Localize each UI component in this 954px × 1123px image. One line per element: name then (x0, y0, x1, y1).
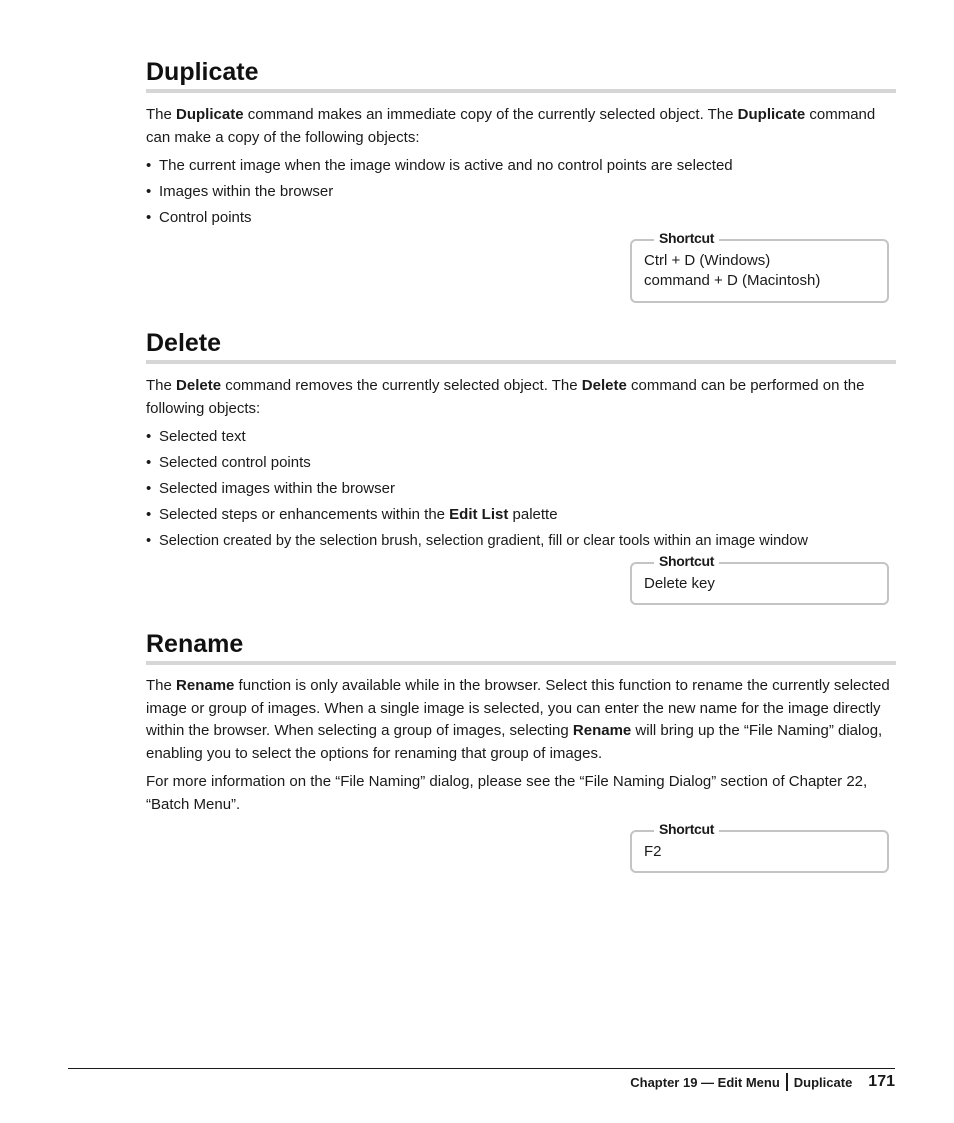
page-number: 171 (868, 1073, 895, 1090)
shortcut-key-macintosh: command + D (Macintosh) (644, 272, 821, 289)
shortcut-label: Shortcut (654, 820, 719, 838)
duplicate-list (146, 153, 896, 231)
shortcut-key-f2: F2 (644, 843, 662, 860)
shortcut-key-delete: Delete key (644, 575, 715, 592)
list-item: • Selected steps or enhancements within the Edit List palette (146, 502, 896, 528)
footer-chapter: Chapter 19 — Edit Menu (630, 1074, 780, 1090)
section-title-delete: Delete (146, 328, 896, 364)
footer-section: Duplicate (793, 1074, 853, 1090)
section-delete (146, 328, 896, 554)
list-item: • The current image when the image window is active and no control points are selected (146, 153, 896, 179)
delete-list (146, 424, 896, 554)
list-item: • Images within the browser (146, 179, 896, 205)
shortcut-box-duplicate (630, 230, 889, 303)
list-item: • Selected text (146, 424, 896, 450)
list-item: • Selection created by the selection brush, selection gradient, fill or clear tools within an image window (146, 528, 896, 554)
duplicate-intro: The Duplicate command makes an immediate copy of the currently selected object. The Duplicate command can make a copy of the following objects: (146, 106, 876, 146)
section-title-duplicate: Duplicate (146, 57, 896, 93)
shortcut-box-delete (630, 553, 889, 605)
section-title-rename: Rename (146, 629, 896, 665)
shortcut-label: Shortcut (654, 552, 719, 570)
page-footer (630, 1071, 895, 1093)
rename-description: The Rename function is only available while in the browser. Select this function to rename the currently selected image or group of images. When a single image is selected, you can enter the new name for the image directly within the browser. When selecting a group of images, selecting Rename will bring up the “File Naming” dialog, enabling you to select the options for renaming that group of images. (146, 677, 890, 762)
rename-more-info: For more information on the “File Naming” dialog, please see the “File Naming Dialog” section of Chapter 22, “Batch Menu”. (146, 773, 868, 813)
footer-rule (68, 1068, 895, 1069)
section-rename (146, 629, 896, 820)
shortcut-key-windows: Ctrl + D (Windows) (644, 252, 771, 269)
delete-intro: The Delete command removes the currently selected object. The Delete command can be performed on the following objects: (146, 377, 865, 417)
list-item: • Selected images within the browser (146, 476, 896, 502)
shortcut-label: Shortcut (654, 229, 719, 247)
footer-separator (786, 1073, 788, 1091)
shortcut-box-rename (630, 821, 889, 873)
list-item: • Control points (146, 205, 896, 231)
section-duplicate (146, 57, 896, 231)
list-item: • Selected control points (146, 450, 896, 476)
